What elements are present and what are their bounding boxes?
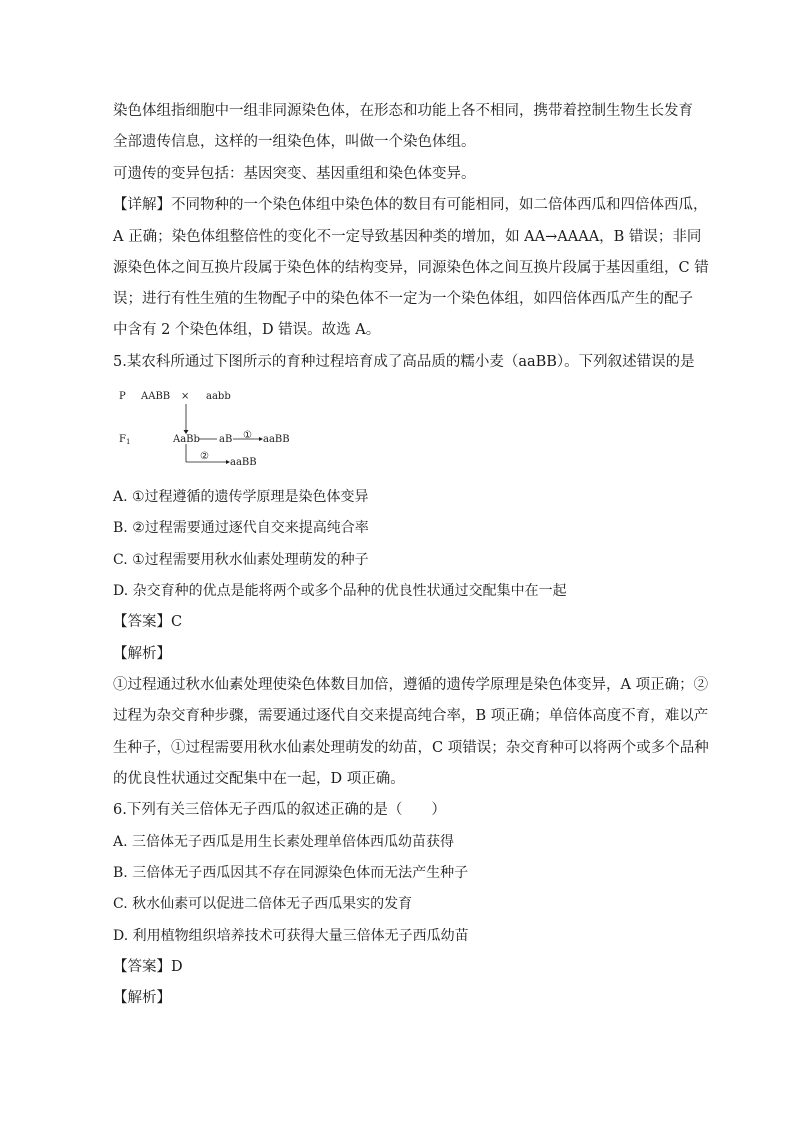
paragraph-line: 中含有 2 个染色体组，D 错误。故选 A。 — [113, 322, 381, 338]
paragraph-line: 染色体组指细胞中一组非同源染色体，在形态和功能上各不相同，携带着控制生物生长发育 — [113, 103, 693, 119]
cross-symbol: × — [181, 391, 190, 402]
paragraph-line: 可遗传的变异包括：基因突变、基因重组和染色体变异。 — [113, 166, 476, 182]
paragraph-line: 源染色体之间互换片段属于染色体的结构变异，同源染色体之间互换片段属于基因重组，C 错 — [113, 260, 709, 276]
q6-option-c: C. 秋水仙素可以促进二倍体无子西瓜果实的发育 — [113, 896, 413, 912]
q5-option-a: A. ①过程遵循的遗传学原理是染色体变异 — [113, 489, 369, 505]
result-2-genotype: aaBB — [230, 457, 257, 468]
q5-analysis-title: 【解析】 — [113, 646, 171, 662]
q5-analysis-line: ①过程通过秋水仙素处理使染色体数目加倍，遵循的遗传学原理是染色体变异，A 项正确；② — [113, 677, 709, 693]
paragraph-line: 误；进行有性生殖的生物配子中的染色体不一定为一个染色体组，如四倍体西瓜产生的配子 — [113, 291, 693, 307]
q5-analysis-line: 过程为杂交育种步骤，需要通过逐代自交来提高纯合率，B 项正确；单倍体高度不育，难以产 — [113, 708, 709, 724]
q6-option-a: A. 三倍体无子西瓜是用生长素处理单倍体西瓜幼苗获得 — [113, 834, 455, 850]
q6-option-d: D. 利用植物组织培养技术可获得大量三倍体无子西瓜幼苗 — [113, 928, 469, 944]
paragraph-line: 【详解】不同物种的一个染色体组中染色体的数目有可能相同，如二倍体西瓜和四倍体西瓜， — [113, 197, 708, 213]
q5-analysis-line: 的优良性状通过交配集中在一起，D 项正确。 — [113, 771, 405, 787]
step-1-marker: ① — [243, 430, 252, 441]
gamete-genotype: aB — [219, 434, 233, 445]
f1-label: $F_1$ — [119, 434, 131, 446]
question-5-stem: 5.某农科所通过下图所示的育种过程培育成了高品质的糯小麦（aaBB）。下列叙述错误的是 — [113, 354, 695, 370]
f1-genotype: AaBb — [173, 434, 200, 445]
q6-option-b: B. 三倍体无子西瓜因其不存在同源染色体而无法产生种子 — [113, 865, 469, 881]
q5-analysis-line: 生种子，①过程需要用秋水仙素处理萌发的幼苗，C 项错误；杂交育种可以将两个或多个品种 — [113, 740, 709, 756]
result-1-genotype: aaBB — [263, 434, 290, 445]
parent-1: AABB — [141, 391, 171, 402]
p-label: P — [119, 391, 126, 402]
q5-answer: 【答案】C — [113, 614, 183, 630]
q6-analysis-title: 【解析】 — [113, 990, 171, 1006]
q6-answer: 【答案】D — [113, 959, 183, 975]
question-6-stem: 6.下列有关三倍体无子西瓜的叙述正确的是（ ） — [113, 802, 446, 818]
paragraph-line: 全部遗传信息，这样的一组染色体，叫做一个染色体组。 — [113, 134, 476, 150]
q5-option-d: D. 杂交育种的优点是能将两个或多个品种的优良性状通过交配集中在一起 — [113, 583, 567, 599]
breeding-diagram — [113, 384, 313, 474]
q5-option-c: C. ①过程需要用秋水仙素处理萌发的种子 — [113, 552, 369, 568]
q5-option-b: B. ②过程需要通过逐代自交来提高纯合率 — [113, 520, 369, 536]
parent-2: aabb — [206, 391, 231, 402]
paragraph-line: A 正确；染色体组整倍性的变化不一定导致基因种类的增加，如 AA→AAAA，B 错误；非同 — [113, 229, 702, 245]
step-2-marker: ② — [200, 451, 209, 462]
